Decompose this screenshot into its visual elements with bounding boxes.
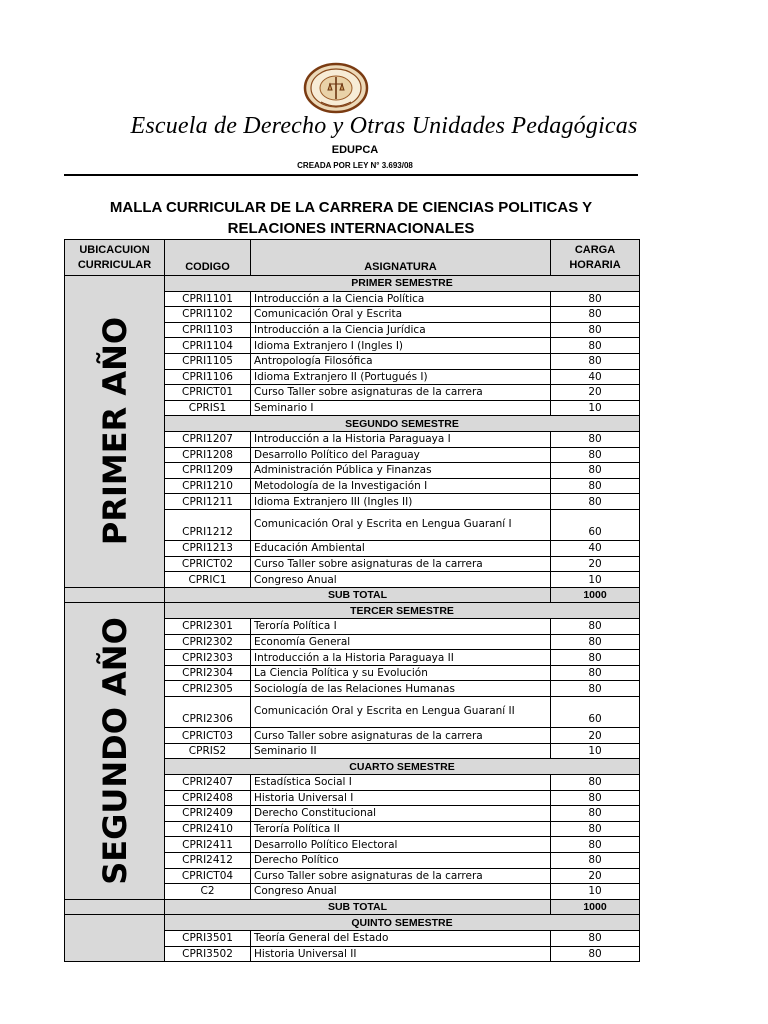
course-hours: 20	[551, 385, 640, 401]
course-code: CPRI1104	[165, 338, 251, 354]
course-code: CPRIS1	[165, 400, 251, 416]
semester-name: QUINTO SEMESTRE	[165, 915, 640, 931]
course-hours: 80	[551, 650, 640, 666]
semester-name: PRIMER SEMESTRE	[165, 276, 640, 292]
course-subject: Introducción a la Historia Paraguaya II	[251, 650, 551, 666]
course-hours: 10	[551, 572, 640, 588]
course-code: CPRI3501	[165, 930, 251, 946]
course-subject: Idioma Extranjero II (Portugués I)	[251, 369, 551, 385]
creation-law: CREADA POR LEY N° 3.693/08	[297, 161, 413, 170]
course-hours: 80	[551, 353, 640, 369]
course-code: CPRI2303	[165, 650, 251, 666]
year-label-cell	[65, 603, 165, 899]
course-code: CPRI2302	[165, 634, 251, 650]
course-hours: 60	[551, 697, 640, 728]
year-label: SEGUNDO AÑO	[95, 617, 134, 885]
course-hours: 80	[551, 775, 640, 791]
semester-name: TERCER SEMESTRE	[165, 603, 640, 619]
course-hours: 20	[551, 868, 640, 884]
course-subject: Educación Ambiental	[251, 541, 551, 557]
course-subject: Introducción a la Ciencia Política	[251, 291, 551, 307]
course-hours: 10	[551, 884, 640, 900]
course-subject: Estadística Social I	[251, 775, 551, 791]
course-hours: 10	[551, 743, 640, 759]
course-code: CPRI1208	[165, 447, 251, 463]
course-hours: 80	[551, 665, 640, 681]
course-subject: Historia Universal I	[251, 790, 551, 806]
course-hours: 80	[551, 338, 640, 354]
course-code: CPRICT04	[165, 868, 251, 884]
course-subject: Desarrollo Político Electoral	[251, 837, 551, 853]
course-subject: Antropología Filosófica	[251, 353, 551, 369]
course-code: CPRI1101	[165, 291, 251, 307]
course-hours: 80	[551, 806, 640, 822]
course-code: CPRI2409	[165, 806, 251, 822]
course-code: CPRI2408	[165, 790, 251, 806]
course-subject: Sociología de las Relaciones Humanas	[251, 681, 551, 697]
subtotal-blank	[65, 899, 165, 915]
course-code: CPRI2410	[165, 821, 251, 837]
year-label-cell	[65, 915, 165, 962]
course-code: CPRI2411	[165, 837, 251, 853]
course-code: CPRI1212	[165, 509, 251, 540]
semester-row	[65, 276, 640, 292]
semester-row	[65, 603, 640, 619]
course-subject: Derecho Político	[251, 852, 551, 868]
course-subject: Metodología de la Investigación I	[251, 478, 551, 494]
course-code: CPRI1213	[165, 541, 251, 557]
subtotal-label: SUB TOTAL	[165, 899, 551, 915]
course-subject: Desarrollo Político del Paraguay	[251, 447, 551, 463]
semester-row	[65, 915, 640, 931]
course-code: CPRI1102	[165, 307, 251, 323]
course-code: C2	[165, 884, 251, 900]
school-seal-logo	[303, 62, 369, 114]
course-code: CPRI2304	[165, 665, 251, 681]
course-hours: 40	[551, 369, 640, 385]
school-acronym: EDUPCA	[331, 144, 379, 156]
course-code: CPRI1105	[165, 353, 251, 369]
course-subject: Terоría Política I	[251, 619, 551, 635]
course-hours: 20	[551, 728, 640, 744]
course-subject: Introducción a la Ciencia Jurídica	[251, 322, 551, 338]
semester-name: CUARTO SEMESTRE	[165, 759, 640, 775]
course-code: CPRI2305	[165, 681, 251, 697]
curriculum-table-body	[65, 240, 640, 962]
course-code: CPRICT03	[165, 728, 251, 744]
school-name: Escuela de Derecho y Otras Unidades Pedagógicas	[130, 113, 638, 139]
course-subject: Curso Taller sobre asignaturas de la carrera	[251, 868, 551, 884]
course-code: CPRI1210	[165, 478, 251, 494]
course-hours: 80	[551, 821, 640, 837]
subtotal-value: 1000	[551, 587, 640, 603]
course-hours: 80	[551, 852, 640, 868]
subtotal-label: SUB TOTAL	[165, 587, 551, 603]
semester-name: SEGUNDO SEMESTRE	[165, 416, 640, 432]
course-subject: Seminario II	[251, 743, 551, 759]
year-label-cell	[65, 276, 165, 588]
subtotal-blank	[65, 587, 165, 603]
course-code: CPRI2412	[165, 852, 251, 868]
course-subject: Comunicación Oral y Escrita	[251, 307, 551, 323]
course-code: CPRI1106	[165, 369, 251, 385]
course-code: CPRI2306	[165, 697, 251, 728]
course-hours: 80	[551, 619, 640, 635]
course-hours: 80	[551, 478, 640, 494]
course-code: CPRI3502	[165, 946, 251, 962]
course-hours: 80	[551, 322, 640, 338]
course-hours: 20	[551, 556, 640, 572]
course-hours: 80	[551, 291, 640, 307]
course-code: CPRI1209	[165, 463, 251, 479]
course-code: CPRIC1	[165, 572, 251, 588]
course-hours: 10	[551, 400, 640, 416]
course-code: CPRI2407	[165, 775, 251, 791]
course-code: CPRI2301	[165, 619, 251, 635]
course-hours: 80	[551, 634, 640, 650]
subtotal-value: 1000	[551, 899, 640, 915]
course-code: CPRIS2	[165, 743, 251, 759]
course-hours: 80	[551, 494, 640, 510]
course-subject: Teoría General del Estado	[251, 930, 551, 946]
course-subject: Terоría Política II	[251, 821, 551, 837]
header-hours: CARGA HORARIA	[551, 240, 640, 276]
course-hours: 80	[551, 681, 640, 697]
course-code: CPRI1211	[165, 494, 251, 510]
course-hours: 80	[551, 930, 640, 946]
course-hours: 80	[551, 837, 640, 853]
course-subject: Idioma Extranjero I (Ingles I)	[251, 338, 551, 354]
course-subject: Historia Universal II	[251, 946, 551, 962]
curriculum-table	[64, 239, 640, 962]
course-subject: Curso Taller sobre asignaturas de la carrera	[251, 556, 551, 572]
course-subject: Congreso Anual	[251, 884, 551, 900]
course-subject: Seminario I	[251, 400, 551, 416]
course-hours: 80	[551, 463, 640, 479]
course-subject: Comunicación Oral y Escrita en Lengua Guaraní I	[251, 509, 551, 540]
course-subject: Congreso Anual	[251, 572, 551, 588]
course-code: CPRI1207	[165, 431, 251, 447]
header-subject: ASIGNATURA	[251, 240, 551, 276]
document-title	[64, 197, 638, 239]
course-subject: Economía General	[251, 634, 551, 650]
table-header-row	[65, 240, 640, 276]
course-subject: La Ciencia Política y su Evolución	[251, 665, 551, 681]
course-hours: 80	[551, 431, 640, 447]
course-hours: 60	[551, 509, 640, 540]
course-subject: Curso Taller sobre asignaturas de la carrera	[251, 728, 551, 744]
course-code: CPRICT01	[165, 385, 251, 401]
header-location: UBICACUION CURRICULAR	[65, 240, 165, 276]
subtotal-row	[65, 587, 640, 603]
course-subject: Administración Pública y Finanzas	[251, 463, 551, 479]
course-subject: Curso Taller sobre asignaturas de la carrera	[251, 385, 551, 401]
course-subject: Derecho Constitucional	[251, 806, 551, 822]
course-code: CPRICT02	[165, 556, 251, 572]
header-code: CODIGO	[165, 240, 251, 276]
course-code: CPRI1103	[165, 322, 251, 338]
year-label: PRIMER AÑO	[95, 317, 134, 546]
course-hours: 80	[551, 307, 640, 323]
header-divider	[64, 174, 638, 176]
title-line-1: MALLA CURRICULAR DE LA CARRERA DE CIENCIAS POLITICAS Y	[109, 199, 593, 216]
course-hours: 80	[551, 790, 640, 806]
course-subject: Comunicación Oral y Escrita en Lengua Guaraní II	[251, 697, 551, 728]
subtotal-row	[65, 899, 640, 915]
curriculum-table-wrapper	[64, 239, 639, 962]
course-subject: Idioma Extranjero III (Ingles II)	[251, 494, 551, 510]
course-hours: 80	[551, 946, 640, 962]
title-line-2: RELACIONES INTERNACIONALES	[227, 220, 475, 237]
course-hours: 80	[551, 447, 640, 463]
course-hours: 40	[551, 541, 640, 557]
course-subject: Introducción a la Historia Paraguaya I	[251, 431, 551, 447]
